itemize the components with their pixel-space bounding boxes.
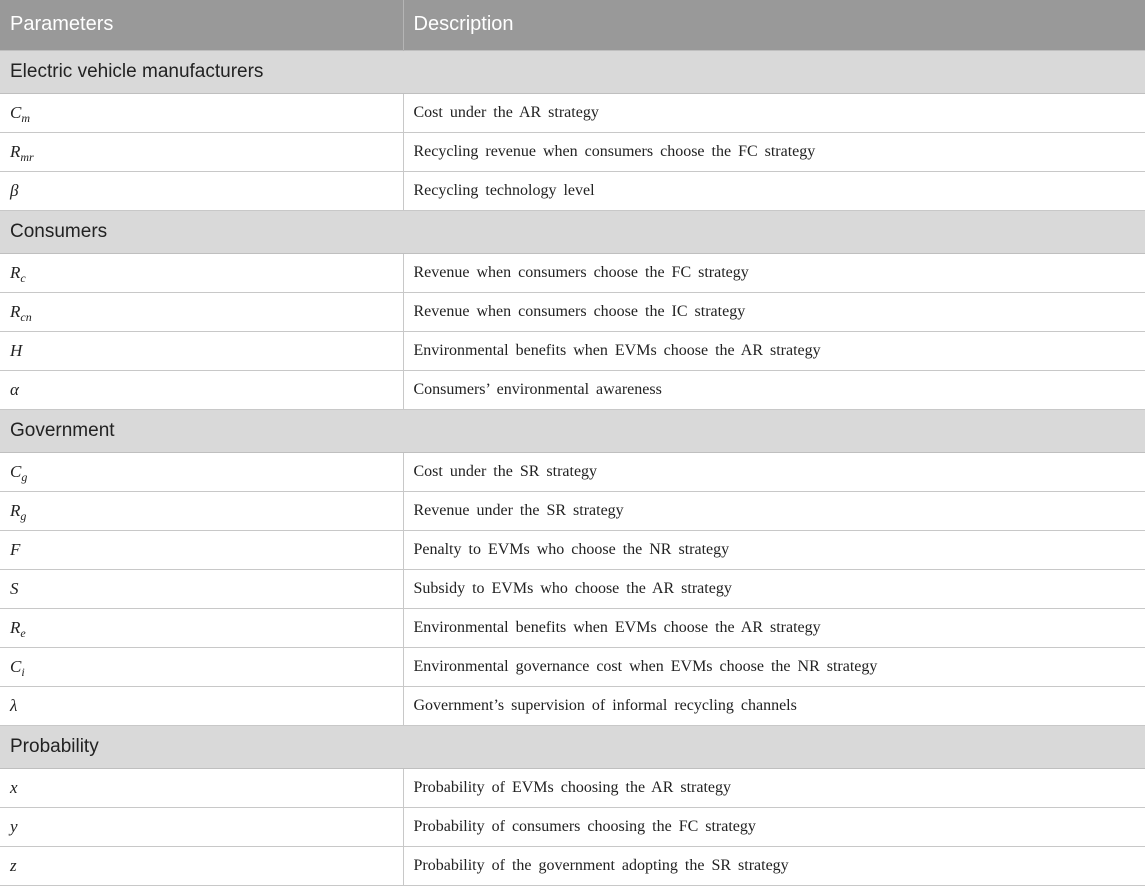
table-row	[0, 452, 1145, 491]
parameter-subscript: cn	[20, 309, 32, 324]
header-description: Description	[403, 0, 1145, 50]
section-title: Probability	[0, 725, 1145, 768]
parameter-symbol: λ	[10, 695, 18, 715]
description-cell: Probability of consumers choosing the FC strategy	[403, 807, 1145, 846]
table-row	[0, 647, 1145, 686]
header-parameters: Parameters	[0, 0, 403, 50]
table-row	[0, 530, 1145, 569]
table-row	[0, 171, 1145, 210]
parameter-symbol: C	[10, 656, 22, 676]
parameter-cell	[0, 530, 403, 569]
description-cell: Environmental benefits when EVMs choose the AR strategy	[403, 331, 1145, 370]
parameter-symbol: β	[10, 180, 19, 200]
parameter-cell	[0, 93, 403, 132]
parameter-subscript: c	[20, 270, 26, 285]
parameter-cell	[0, 331, 403, 370]
parameter-symbol: R	[10, 301, 21, 321]
description-cell: Subsidy to EVMs who choose the AR strategy	[403, 569, 1145, 608]
table-row	[0, 807, 1145, 846]
parameter-cell	[0, 807, 403, 846]
parameter-cell	[0, 370, 403, 409]
parameter-symbol: R	[10, 262, 21, 282]
section-title: Electric vehicle manufacturers	[0, 50, 1145, 93]
parameter-symbol: R	[10, 617, 21, 637]
parameter-symbol: x	[10, 777, 18, 797]
description-cell: Probability of the government adopting the SR strategy	[403, 846, 1145, 885]
table-row	[0, 93, 1145, 132]
parameter-subscript: mr	[20, 149, 34, 164]
description-cell: Recycling technology level	[403, 171, 1145, 210]
parameter-symbol: R	[10, 141, 21, 161]
parameter-cell	[0, 253, 403, 292]
parameter-subscript: i	[21, 664, 25, 679]
description-cell: Environmental benefits when EVMs choose the AR strategy	[403, 608, 1145, 647]
description-cell: Recycling revenue when consumers choose the FC strategy	[403, 132, 1145, 171]
parameter-cell	[0, 292, 403, 331]
parameter-symbol: C	[10, 102, 22, 122]
parameter-symbol: y	[10, 816, 18, 836]
table-row	[0, 768, 1145, 807]
parameter-cell	[0, 491, 403, 530]
parameter-cell	[0, 569, 403, 608]
table-row	[0, 370, 1145, 409]
table-header-row	[0, 0, 1145, 50]
section-row	[0, 409, 1145, 452]
parameter-cell	[0, 171, 403, 210]
parameter-symbol: H	[10, 340, 23, 360]
section-title: Consumers	[0, 210, 1145, 253]
description-cell: Cost under the AR strategy	[403, 93, 1145, 132]
description-cell: Cost under the SR strategy	[403, 452, 1145, 491]
parameter-subscript: m	[21, 110, 31, 125]
description-cell: Probability of EVMs choosing the AR strategy	[403, 768, 1145, 807]
parameter-symbol: z	[10, 855, 17, 875]
description-cell: Consumers’ environmental awareness	[403, 370, 1145, 409]
table-body	[0, 50, 1145, 885]
description-cell: Revenue under the SR strategy	[403, 491, 1145, 530]
table-row	[0, 686, 1145, 725]
section-row	[0, 50, 1145, 93]
table-row	[0, 846, 1145, 885]
section-row	[0, 725, 1145, 768]
table-row	[0, 253, 1145, 292]
table-row	[0, 608, 1145, 647]
parameter-cell	[0, 647, 403, 686]
parameter-cell	[0, 846, 403, 885]
parameter-cell	[0, 608, 403, 647]
parameter-symbol: S	[10, 578, 19, 598]
table-row	[0, 292, 1145, 331]
description-cell: Government’s supervision of informal recycling channels	[403, 686, 1145, 725]
description-cell: Environmental governance cost when EVMs choose the NR strategy	[403, 647, 1145, 686]
parameter-subscript: g	[21, 469, 28, 484]
parameter-subscript: g	[20, 508, 27, 523]
parameter-symbol: R	[10, 500, 21, 520]
description-cell: Revenue when consumers choose the FC strategy	[403, 253, 1145, 292]
description-cell: Revenue when consumers choose the IC strategy	[403, 292, 1145, 331]
parameter-cell	[0, 452, 403, 491]
parameter-symbol: F	[10, 539, 21, 559]
parameter-cell	[0, 132, 403, 171]
parameter-symbol: α	[10, 379, 19, 399]
section-row	[0, 210, 1145, 253]
parameter-symbol: C	[10, 461, 22, 481]
table-row	[0, 132, 1145, 171]
description-cell: Penalty to EVMs who choose the NR strategy	[403, 530, 1145, 569]
table-row	[0, 491, 1145, 530]
table-row	[0, 569, 1145, 608]
parameter-subscript: e	[20, 625, 26, 640]
section-title: Government	[0, 409, 1145, 452]
parameter-cell	[0, 686, 403, 725]
table-row	[0, 331, 1145, 370]
parameter-cell	[0, 768, 403, 807]
